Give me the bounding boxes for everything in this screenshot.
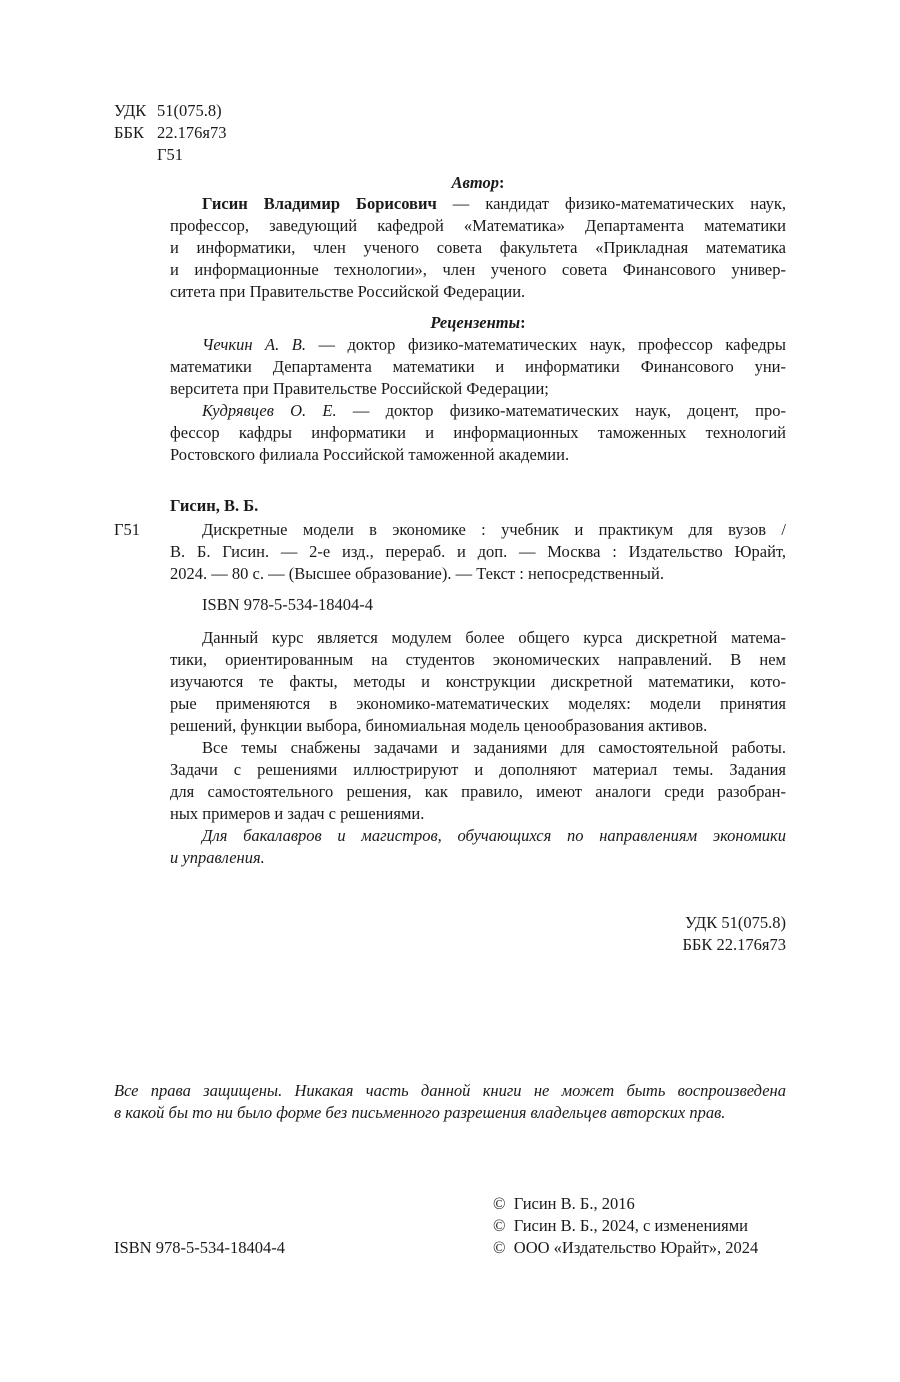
author-heading: Автор: xyxy=(451,173,505,192)
abstract-line: для самостоятельного решения, как правило, имеют аналоги среди разобран- xyxy=(170,782,786,801)
copyright-block xyxy=(493,1193,758,1259)
abstract-line: ных примеров и задач с решениями. xyxy=(170,804,425,823)
bib-isbn: ISBN 978-5-534-18404-4 xyxy=(202,595,373,614)
author-line: профессор, заведующий кафедрой «Математика» Департамента математики xyxy=(170,216,786,235)
abstract-line: и управления. xyxy=(170,848,265,867)
author-description xyxy=(170,193,786,303)
reviewer-line: верситета при Правительстве Российской Федерации; xyxy=(170,379,549,398)
bib-description xyxy=(170,519,786,585)
rights-line: в какой бы то ни было форме без письменного разрешения владельцев авторских прав. xyxy=(114,1103,726,1122)
bbk-label: ББК xyxy=(114,123,144,142)
abstract xyxy=(170,627,786,869)
abstract-line: Задачи с решениями иллюстрируют и дополняют материал темы. Задания xyxy=(170,760,786,779)
bbk-right: ББК 22.176я73 xyxy=(682,935,786,954)
reviewers-list xyxy=(170,334,786,466)
bbk-value: 22.176я73 xyxy=(157,123,227,142)
bib-line: Дискретные модели в экономике : учебник и практикум для вузов / xyxy=(202,520,786,539)
author-line: и информационные технологии», член ученого совета Финансового универ- xyxy=(170,260,786,279)
abstract-line: Данный курс является модулем более общего курса дискретной матема- xyxy=(202,628,786,647)
abstract-line: изучаются те факты, методы и конструкции дискретной математики, кото- xyxy=(170,672,786,691)
author-line: ситета при Правительстве Российской Федерации. xyxy=(170,282,526,301)
abstract-line: рые применяются в экономико-математических моделях: модели принятия xyxy=(170,694,786,713)
reviewer1-name: Чечкин А. В. xyxy=(202,335,306,354)
rights-line: Все права защищены. Никакая часть данной книги не может быть воспроизведена xyxy=(114,1081,786,1100)
udk-right: УДК 51(075.8) xyxy=(684,913,786,932)
author-mark: Г51 xyxy=(157,145,184,164)
abstract-line: решений, функции выбора, биномиальная модель ценообразования активов. xyxy=(170,716,708,735)
reviewers-heading: Рецензенты: xyxy=(430,313,526,332)
reviewer-line: фессор кафдры информатики и информационных таможенных технологий xyxy=(170,423,786,442)
author-line: Гисин Владимир Борисович — кандидат физико-математических наук, xyxy=(202,194,786,213)
reviewer-line: Кудрявцев О. Е. — доктор физико-математических наук, доцент, про- xyxy=(202,401,786,420)
bib-line: 2024. — 80 с. — (Высшее образование). — Текст : непосредственный. xyxy=(170,564,664,583)
reviewer-line: Чечкин А. В. — доктор физико-математических наук, профессор кафедры xyxy=(202,335,786,354)
copyright-line: © Гисин В. Б., 2016 xyxy=(493,1194,635,1213)
bib-author-heading: Гисин, В. Б. xyxy=(170,496,259,515)
rights-notice xyxy=(114,1080,786,1124)
udk-value: 51(075.8) xyxy=(157,101,222,120)
author-line: и информатики, член ученого совета факультета «Прикладная математика xyxy=(170,238,786,257)
abstract-line: Все темы снабжены задачами и заданиями для самостоятельной работы. xyxy=(202,738,786,757)
abstract-line: тики, ориентированным на студентов экономических направлений. В нем xyxy=(170,650,786,669)
bib-line: В. Б. Гисин. — 2-е изд., перераб. и доп. — Москва : Издательство Юрайт, xyxy=(170,542,786,561)
copyright-line: © Гисин В. Б., 2024, с изменениями xyxy=(493,1216,748,1235)
udk-label: УДК xyxy=(114,101,147,120)
bib-mark: Г51 xyxy=(114,520,141,539)
reviewer-line: математики Департамента математики и информатики Финансового уни- xyxy=(170,357,786,376)
abstract-line: Для бакалавров и магистров, обучающихся по направлениям экономики xyxy=(202,826,786,845)
author-name: Гисин Владимир Борисович xyxy=(202,194,437,213)
reviewer2-name: Кудрявцев О. Е. xyxy=(202,401,337,420)
footer-isbn: ISBN 978-5-534-18404-4 xyxy=(114,1238,285,1257)
copyright-line: © ООО «Издательство Юрайт», 2024 xyxy=(493,1238,759,1257)
reviewer-line: Ростовского филиала Российской таможенной академии. xyxy=(170,445,570,464)
